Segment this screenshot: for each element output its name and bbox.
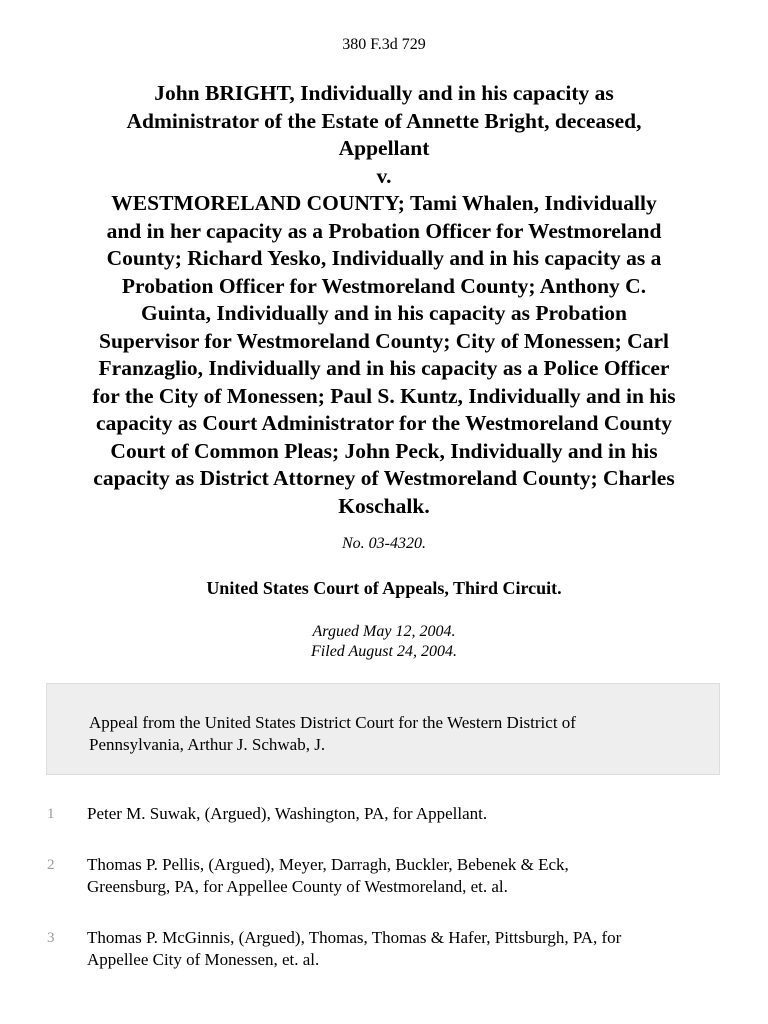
case-dates bbox=[0, 622, 768, 662]
paragraph-text bbox=[87, 854, 727, 898]
paragraph-line: Peter M. Suwak, (Argued), Washington, PA, for Appellant. bbox=[87, 804, 488, 823]
paragraph-text bbox=[87, 927, 727, 971]
paragraph-number[interactable]: 2 bbox=[47, 857, 55, 873]
caption-line: Administrator of the Estate of Annette Bright, deceased, bbox=[126, 108, 642, 133]
paragraph-line: Thomas P. McGinnis, (Argued), Thomas, Thomas & Hafer, Pittsburgh, PA, for bbox=[87, 928, 622, 947]
appeal-summary-box bbox=[46, 683, 720, 775]
caption-line: Koschalk. bbox=[338, 493, 430, 518]
appeal-line: Appeal from the United States District Court for the Western District of bbox=[89, 713, 576, 732]
paragraph-line: Thomas P. Pellis, (Argued), Meyer, Darragh, Buckler, Bebenek & Eck, bbox=[87, 855, 569, 874]
caption-line: v. bbox=[376, 163, 392, 188]
paragraph-text bbox=[87, 803, 727, 825]
caption-line: Guinta, Individually and in his capacity as Probation bbox=[141, 301, 627, 325]
caption-line: and in her capacity as a Probation Officer for Westmoreland bbox=[106, 218, 662, 243]
caption-line: County; Richard Yesko, Individually and in his capacity as a bbox=[106, 246, 662, 270]
caption-line: Appellant bbox=[338, 136, 430, 160]
caption-line: John BRIGHT, Individually and in his capacity as bbox=[154, 81, 614, 105]
argued-date: Argued May 12, 2004. bbox=[312, 623, 456, 640]
caption-line: for the City of Monessen; Paul S. Kuntz, Individually and in his bbox=[92, 383, 676, 408]
caption-line: capacity as District Attorney of Westmoreland County; Charles bbox=[93, 466, 675, 490]
paragraph-number[interactable]: 3 bbox=[47, 930, 55, 946]
caption-line: Probation Officer for Westmoreland County; Anthony C. bbox=[121, 273, 647, 298]
caption-line: Supervisor for Westmoreland County; City of Monessen; Carl bbox=[99, 328, 669, 353]
case-caption bbox=[44, 80, 724, 520]
caption-line: capacity as Court Administrator for the Westmoreland County bbox=[96, 411, 672, 435]
caption-line: Franzaglio, Individually and in his capacity as a Police Officer bbox=[98, 356, 670, 380]
paragraph-line: Greensburg, PA, for Appellee County of Westmoreland, et. al. bbox=[87, 877, 508, 896]
filed-date: Filed August 24, 2004. bbox=[311, 643, 457, 660]
paragraph-number[interactable]: 1 bbox=[47, 806, 55, 822]
caption-line: WESTMORELAND COUNTY; Tami Whalen, Individually bbox=[111, 191, 657, 215]
appeal-summary-text bbox=[89, 712, 689, 756]
court-name: United States Court of Appeals, Third Circuit. bbox=[206, 578, 562, 598]
docket-number: No. 03-4320. bbox=[342, 535, 426, 552]
caption-line: Court of Common Pleas; John Peck, Individually and in his bbox=[110, 438, 658, 463]
paragraph-line: Appellee City of Monessen, et. al. bbox=[87, 950, 320, 969]
appeal-line: Pennsylvania, Arthur J. Schwab, J. bbox=[89, 735, 326, 754]
case-citation: 380 F.3d 729 bbox=[342, 36, 426, 53]
